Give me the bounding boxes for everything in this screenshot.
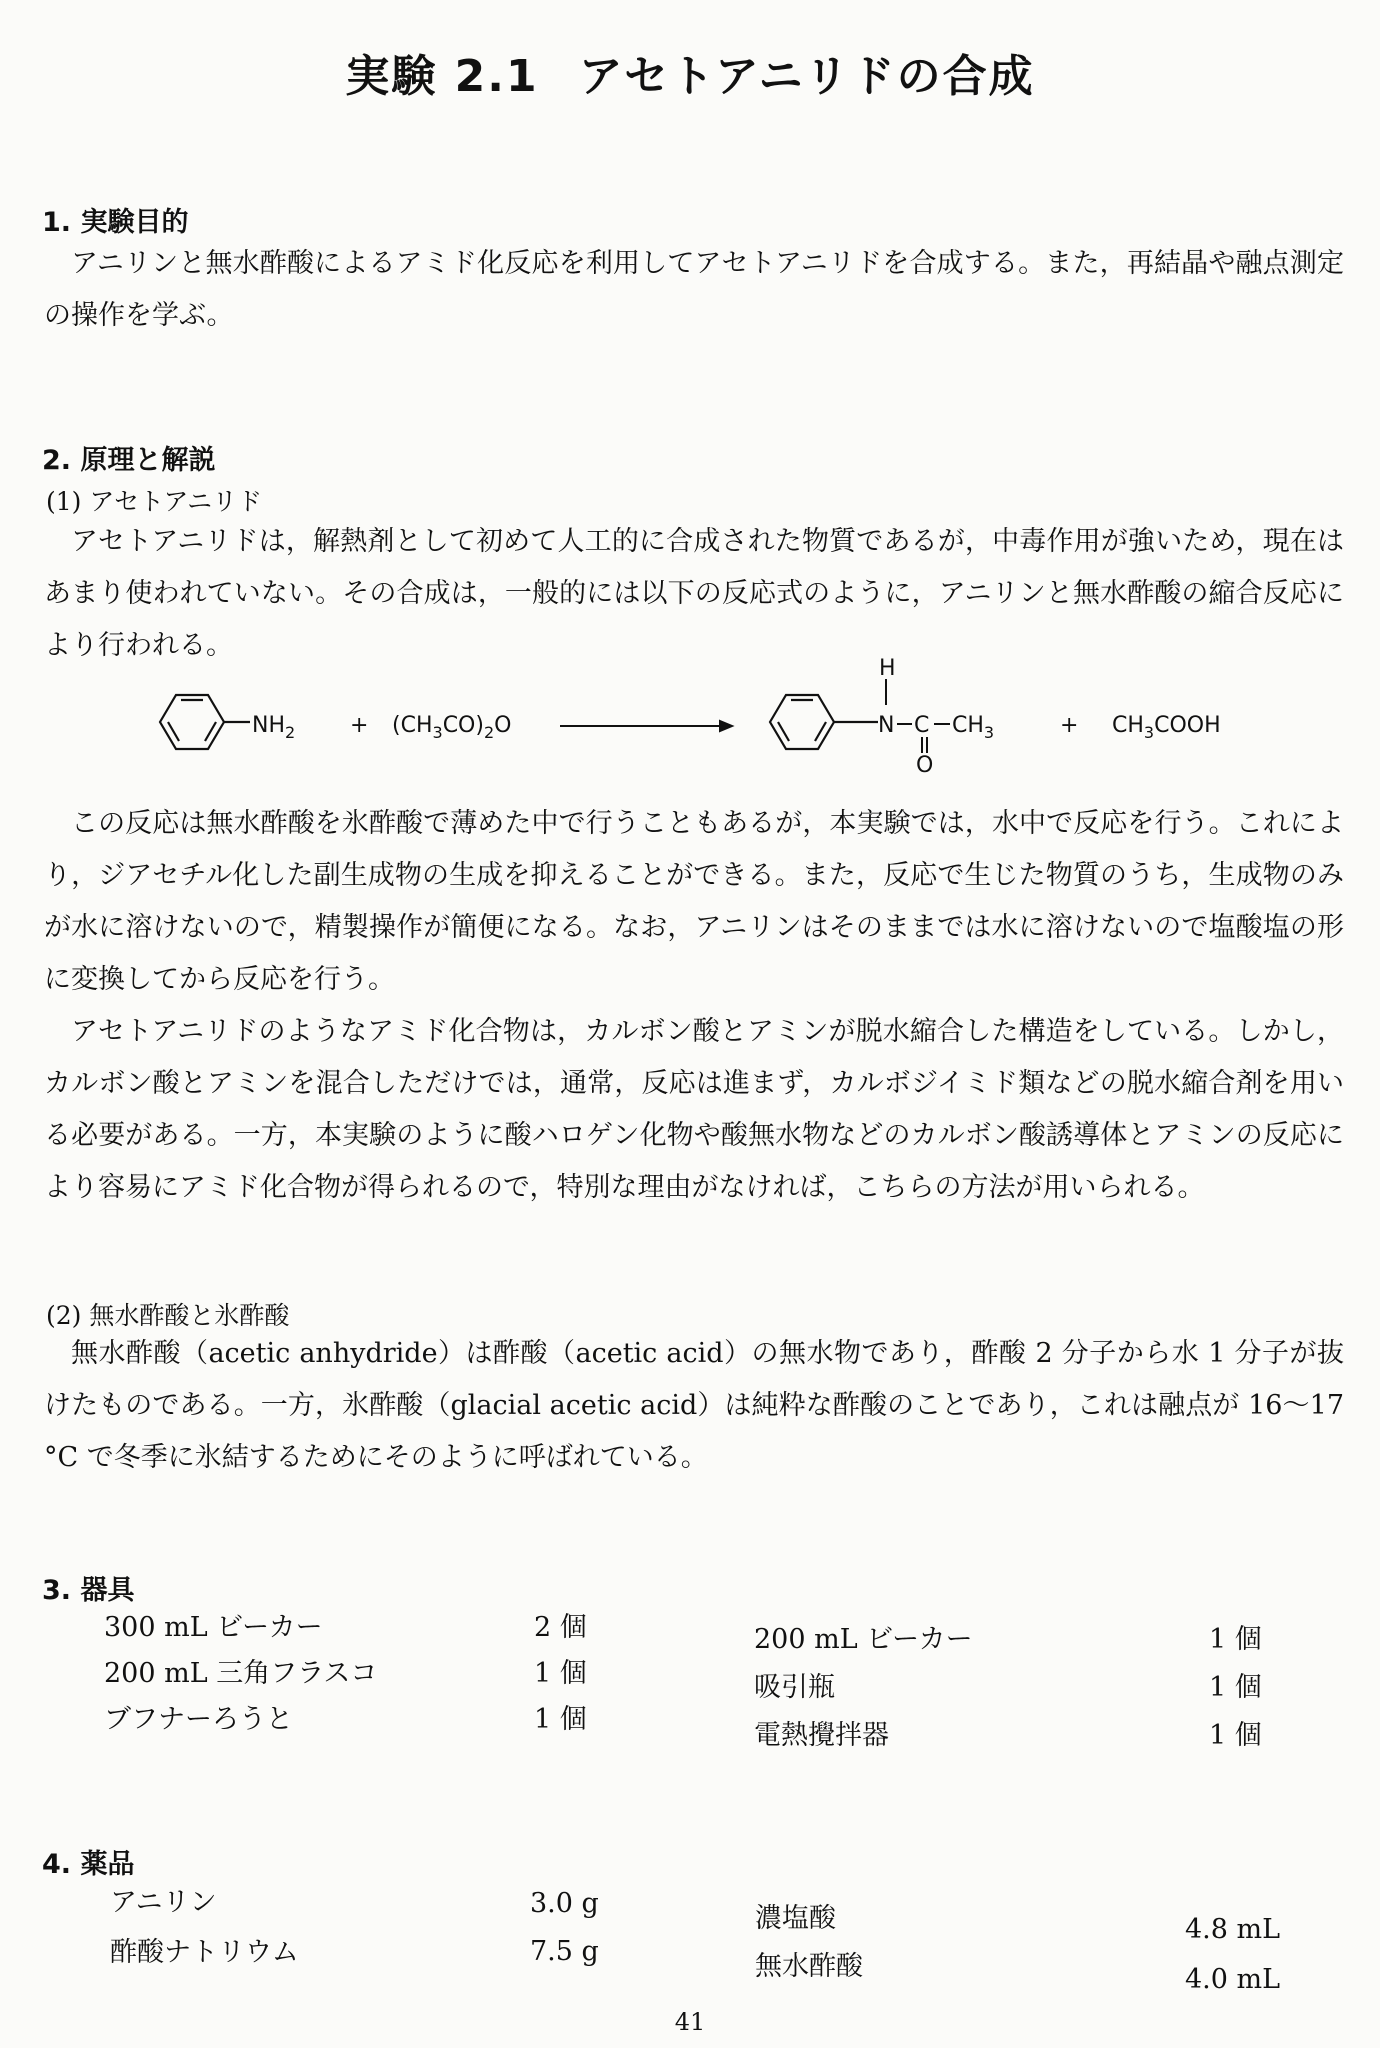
reagent-qty: 7.5 g xyxy=(530,1936,599,1967)
reaction-arrow xyxy=(560,721,732,731)
section-4-heading: 4. 薬品 xyxy=(42,1849,135,1880)
aniline-ring xyxy=(160,695,250,749)
equipment-name: ブフナーろうと xyxy=(104,1704,293,1735)
section-1-heading: 1. 実験目的 xyxy=(42,207,189,238)
subsection-1-heading: (1) アセトアニリド xyxy=(46,487,263,516)
equipment-qty: 1 個 xyxy=(1209,1672,1262,1703)
section-2-heading: 2. 原理と解説 xyxy=(42,445,216,476)
equipment-list xyxy=(104,1605,1304,1765)
equipment-qty: 1 個 xyxy=(534,1658,587,1689)
section-3-heading: 3. 器具 xyxy=(42,1575,135,1606)
section-1-body xyxy=(44,238,1344,342)
reagent-qty: 3.0 g xyxy=(530,1888,599,1919)
reagent-name: アニリン xyxy=(110,1887,217,1918)
reagent-qty: 4.8 mL xyxy=(1185,1914,1281,1945)
title-text: アセトアニリドの合成 xyxy=(578,51,1035,102)
reagent-list xyxy=(110,1880,1310,2010)
page-number: 41 xyxy=(674,2008,706,2036)
reagent-name: 濃塩酸 xyxy=(755,1903,836,1934)
amide-h-label: H xyxy=(879,656,896,681)
page-title xyxy=(0,40,1380,104)
subsection-2-heading: (2) 無水酢酸と氷酢酸 xyxy=(46,1301,290,1330)
section-1-paragraph: アニリンと無水酢酸によるアミド化反応を利用してアセトアニリドを合成する。また，再結晶や融点測定の操作を学ぶ。 xyxy=(44,248,1344,331)
carbonyl-c-label: C xyxy=(914,713,930,738)
section-2-body xyxy=(44,798,1344,1214)
amide-n-label: N xyxy=(878,713,895,738)
equipment-name: 200 mL ビーカー xyxy=(754,1624,973,1655)
section-2-intro xyxy=(44,516,1344,672)
acetanilide-ring xyxy=(770,695,878,749)
plus-sign-1: + xyxy=(350,713,369,738)
equipment-name: 200 mL 三角フラスコ xyxy=(104,1658,378,1689)
amide-explanation-paragraph: アセトアニリドのようなアミド化合物は，カルボン酸とアミンが脱水縮合した構造をしている。しかし，カルボン酸とアミンを混合しただけでは，通常，反応は進まず，カルボジイミド類などの脱水縮合剤を用いる必要がある。一方，本実験のように酸ハロゲン化物や酸無水物などのカルボン酸誘導体とアミンの反応により容易にアミド化合物が得られるので，特別な理由がなければ，こちらの方法が用いられる。 xyxy=(44,1016,1344,1203)
acetic-acid-formula: $CH_3COOH$ xyxy=(1112,713,1221,742)
aniline-nh2-label: $NH_2$ xyxy=(252,713,296,742)
reagent-name: 無水酢酸 xyxy=(755,1951,863,1982)
equipment-name: 電熱攪拌器 xyxy=(754,1720,889,1751)
plus-sign-2: + xyxy=(1060,713,1079,738)
equipment-name: 吸引瓶 xyxy=(754,1672,835,1703)
acetic-anhydride-paragraph: 無水酢酸（acetic anhydride）は酢酸（acetic acid）の無水物であり，酢酸 2 分子から水 1 分子が抜けたものである。一方，氷酢酸（glacial acetic acid）は純粋な酢酸のことであり，これは融点が 16～17 °C で冬季に氷結するためにそのように呼ばれている。 xyxy=(44,1338,1344,1473)
acetanilide-paragraph: アセトアニリドは，解熱剤として初めて人工的に合成された物質であるが，中毒作用が強いため，現在はあまり使われていない。その合成は，一般的には以下の反応式のように，アニリンと無水酢酸の縮合反応により行われる。 xyxy=(44,526,1344,661)
methyl-label: $CH_3$ xyxy=(952,713,995,742)
reaction-conditions-paragraph: この反応は無水酢酸を氷酢酸で薄めた中で行うこともあるが，本実験では，水中で反応を行う。これにより，ジアセチル化した副生成物の生成を抑えることができる。また，反応で生じた物質のうち，生成物のみが水に溶けないので，精製操作が簡便になる。なお，アニリンはそのままでは水に溶けないので塩酸塩の形に変換してから反応を行う。 xyxy=(44,808,1344,995)
reaction-scheme xyxy=(150,655,1250,775)
reagent-name: 酢酸ナトリウム xyxy=(110,1937,299,1968)
title-number: 実験 2.1 xyxy=(345,51,539,102)
acetic-anhydride-formula: $(CH_3CO)_2O$ xyxy=(392,713,512,742)
reagent-qty: 4.0 mL xyxy=(1185,1964,1281,1995)
carbonyl-o-label: O xyxy=(916,753,934,775)
equipment-qty: 1 個 xyxy=(534,1704,587,1735)
subsection-2-body xyxy=(44,1328,1344,1484)
equipment-name: 300 mL ビーカー xyxy=(104,1612,323,1643)
equipment-qty: 2 個 xyxy=(534,1612,587,1643)
equipment-qty: 1 個 xyxy=(1209,1624,1262,1655)
equipment-qty: 1 個 xyxy=(1209,1720,1262,1751)
